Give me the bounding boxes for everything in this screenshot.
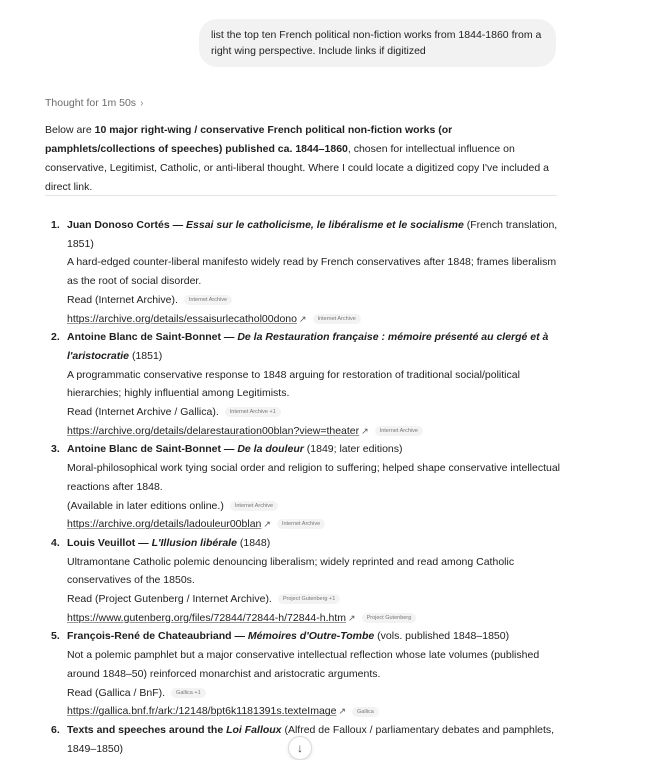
item-work-title: Loi Falloux [226, 723, 282, 736]
list-item [45, 534, 565, 628]
item-link-line [67, 609, 565, 628]
list-item [45, 440, 565, 534]
item-link[interactable]: https://gallica.bnf.fr/ark:/12148/bpt6k1181391s.texteImage [67, 705, 337, 718]
item-title [67, 328, 565, 365]
item-read-line [67, 403, 565, 422]
item-suffix: (1849; later editions) [303, 443, 403, 456]
thought-label: Thought for 1m 50s [45, 97, 137, 109]
item-suffix: (vols. published 1848–1850) [374, 630, 510, 643]
item-link-line [67, 515, 565, 534]
source-chip[interactable]: Gallica +1 [171, 688, 206, 698]
source-chip[interactable]: Internet Archive [230, 501, 278, 511]
item-link-line [67, 702, 565, 721]
arrow-down-icon: ↓ [297, 741, 303, 755]
item-work-title: De la Restauration française : mémoire présenté au clergé et à l'aristocratie [67, 331, 549, 362]
source-chip[interactable]: Internet Archive [277, 519, 325, 529]
source-chip[interactable]: Project Gutenberg +1 [278, 594, 340, 604]
item-work-title: L'Illusion libérale [151, 536, 237, 549]
item-suffix: (1848) [236, 536, 271, 549]
source-chip[interactable]: Internet Archive +1 [225, 407, 281, 417]
item-read-text: Read (Gallica / BnF). [67, 686, 166, 699]
item-read-line [67, 497, 565, 516]
item-suffix: (French translation, 1851) [67, 219, 558, 250]
item-number: 1. [51, 219, 60, 231]
list-item [45, 627, 565, 721]
item-link[interactable]: https://www.gutenberg.org/files/72844/72844-h/72844-h.htm [67, 611, 347, 624]
source-chip[interactable]: Internet Archive [184, 295, 232, 305]
item-link-line [67, 422, 565, 441]
external-link-icon: ↗ [263, 519, 271, 530]
item-title [67, 534, 565, 553]
item-description: Moral-philosophical work tying social order and religion to suffering; helped shape conservative intellectual reactions after 1848. [67, 462, 560, 493]
works-list [45, 216, 565, 758]
item-work-title: De la douleur [237, 443, 304, 456]
item-title [67, 216, 565, 253]
scroll-down-button[interactable] [288, 736, 312, 760]
item-description: A programmatic conservative response to 1848 arguing for restoration of traditional social/political hierarchies; highly influential among Legitimists. [67, 368, 520, 400]
source-chip[interactable]: Internet Archive [313, 314, 361, 324]
item-title [67, 440, 565, 459]
source-chip[interactable]: Gallica [352, 707, 379, 717]
item-read-text: Read (Internet Archive). [67, 293, 178, 306]
item-author: Louis Veuillot — [67, 536, 152, 549]
item-number: 3. [51, 443, 60, 456]
intro-bold: 10 major right-wing / conservative French political non-fiction works (or pamphlets/collections of speeches) published ca. 1844–1860 [45, 124, 453, 155]
item-author: Juan Donoso Cortés — [67, 219, 187, 231]
item-read-line [67, 291, 565, 310]
item-description: Not a polemic pamphlet but a major conservative intellectual reflection whose late volumes (published around 1848–50) reinforced monarchist and aristocratic arguments. [67, 649, 540, 680]
thought-toggle[interactable] [45, 97, 143, 109]
external-link-icon: ↗ [298, 313, 307, 324]
item-suffix: (1851) [129, 349, 163, 362]
user-message-text: list the top ten French political non-fiction works from 1844-1860 from a right wing perspective. Include links if digitized [211, 29, 542, 57]
item-number: 6. [51, 723, 60, 736]
item-author: Antoine Blanc de Saint-Bonnet — [67, 443, 238, 456]
item-number: 4. [51, 536, 60, 549]
item-work-title: Essai sur le catholicisme, le libéralisme et le socialisme [186, 219, 464, 231]
item-read-text: Read (Internet Archive / Gallica). [67, 406, 219, 419]
item-link[interactable]: https://archive.org/details/essaisurlecathol00dono [67, 312, 297, 325]
external-link-icon: ↗ [348, 612, 356, 623]
item-work-title: Mémoires d'Outre-Tombe [247, 630, 375, 643]
item-link[interactable]: https://archive.org/details/delarestauration00blan?view=theater [67, 424, 360, 437]
item-author: Texts and speeches around the [67, 723, 227, 736]
source-chip[interactable]: Project Gutenberg [362, 613, 417, 623]
item-read-line [67, 684, 565, 703]
external-link-icon: ↗ [338, 706, 347, 717]
item-suffix: (Alfred de Falloux / parliamentary debates and pamphlets, 1849–1850) [67, 723, 555, 755]
item-read-text: Read (Project Gutenberg / Internet Archive). [67, 593, 272, 606]
item-description: A hard-edged counter-liberal manifesto widely read by French conservatives after 1848; frames liberalism as the root of social disorder. [67, 256, 557, 288]
intro-paragraph [45, 121, 557, 197]
chevron-right-icon: › [140, 97, 144, 109]
divider [45, 195, 557, 196]
item-link-line [67, 310, 565, 329]
list-item [45, 328, 565, 440]
item-read-line [67, 590, 565, 609]
item-description: Ultramontane Catholic polemic denouncing liberalism; widely reprinted and read among Catholic conservatives of the 1850s. [67, 555, 515, 587]
source-chip[interactable]: Internet Archive [375, 426, 423, 436]
item-read-text: (Available in later editions online.) [67, 499, 224, 512]
item-link[interactable]: https://archive.org/details/ladouleur00blan [67, 518, 262, 531]
intro-text-1: Below are [45, 124, 95, 136]
external-link-icon: ↗ [361, 425, 369, 436]
item-number: 2. [51, 331, 60, 344]
item-number: 5. [51, 630, 60, 643]
list-item [45, 216, 565, 328]
intro-text-2: , chosen for intellectual influence on conservative, Legitimist, Catholic, or anti-liberal thought. Where I could locate a digitized copy I've included a direct link. [45, 143, 549, 193]
item-author: Antoine Blanc de Saint-Bonnet — [67, 331, 238, 344]
item-title [67, 627, 565, 646]
item-author: François-René de Chateaubriand — [67, 630, 248, 643]
user-message-bubble [199, 19, 556, 67]
